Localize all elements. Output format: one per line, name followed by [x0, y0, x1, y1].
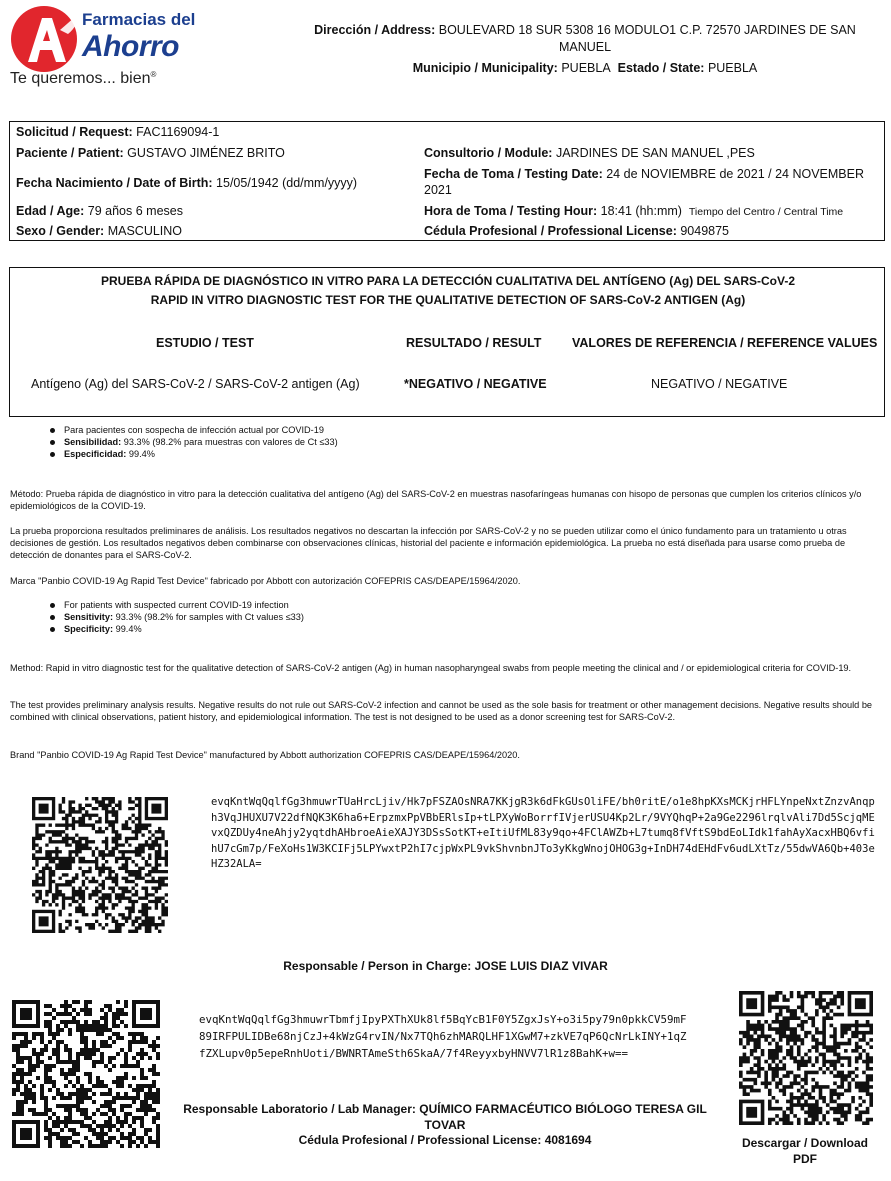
col-result-header: RESULTADO / RESULT: [406, 336, 542, 350]
list-item: Sensibilidad: 93.3% (98.2% para muestras con valores de Ct ≤33): [44, 436, 338, 448]
method-en: Method: Rapid in vitro diagnostic test for the qualitative detection of SARS-CoV-2 antigen (Ag) in human nasopharyngeal swabs from people meeting the clinical and / or epidemiological criteria for COVID-19.: [10, 663, 852, 673]
list-item: For patients with suspected current COVID-19 infection: [44, 599, 304, 611]
person-in-charge: Responsable / Person in Charge: JOSE LUIS DIAZ VIVAR: [283, 959, 608, 973]
download-qr-icon[interactable]: [739, 991, 873, 1125]
gender-field: Sexo / Gender: MASCULINO: [16, 224, 183, 238]
test-result-box: [9, 267, 885, 417]
notes-en-bullets: [44, 599, 304, 635]
notes-es-bullets: [44, 424, 338, 460]
municipality-value: PUEBLA: [561, 61, 611, 75]
list-item: Specificity: 99.4%: [44, 623, 304, 635]
signature1-qr-icon: [32, 797, 168, 933]
method-es: Método: Prueba rápida de diagnóstico in vitro para la detección cualitativa del antígeno (Ag) del SARS-CoV-2 en muestras nasofaríngeas humanas con hisopo de personas que cumplen los criterios clínicos y/o epidemiológicos de la COVID-19.: [10, 489, 862, 511]
reference-value: NEGATIVO / NEGATIVE: [651, 377, 788, 391]
brand-en: Brand "Panbio COVID-19 Ag Rapid Test Device" manufactured by Abbott authorization COFEPRIS CAS/DEAPE/15964/2020.: [10, 750, 520, 760]
list-item: Especificidad: 99.4%: [44, 448, 338, 460]
download-pdf-link[interactable]: Descargar / Download PDF: [741, 1136, 869, 1166]
address-line: [290, 22, 880, 56]
dob-field: Fecha Nacimiento / Date of Birth: 15/05/1942 (dd/mm/yyyy): [16, 176, 358, 190]
lab-manager-license: Cédula Profesional / Professional License: 4081694: [298, 1133, 592, 1147]
municipality-label: Municipio / Municipality:: [412, 61, 558, 75]
col-study-header: ESTUDIO / TEST: [156, 336, 254, 350]
address-label: Dirección / Address:: [314, 23, 436, 37]
test-title-en: RAPID IN VITRO DIAGNOSTIC TEST FOR THE QUALITATIVE DETECTION OF SARS-CoV-2 ANTIGEN (Ag): [150, 293, 746, 307]
col-reference-header: VALORES DE REFERENCIA / REFERENCE VALUES: [572, 336, 878, 350]
municipality-line: [290, 61, 880, 75]
study-value: Antígeno (Ag) del SARS-CoV-2 / SARS-CoV-2 antigen (Ag): [31, 377, 360, 391]
request-field: Solicitud / Request: FAC1169094-1: [16, 125, 220, 139]
signature2-qr-icon: [12, 1000, 160, 1148]
brand-line2: Ahorro: [82, 30, 179, 63]
list-item: Para pacientes con sospecha de infección actual por COVID-19: [44, 424, 338, 436]
signature1-code: evqKntWqQqlfGg3hmuwrTUaHrcLjiv/Hk7pFSZAOsNRA7KKjgR3k6dFkGUsOliFE/bh0ritE/o1e8hpKXsMCKjrHFLYnpeNxtZnzvAnqph3VqJHUXU7V22dfNQK3K6ha6+ErpzmxPpVBbERlsIp+tLPXyWoBorrfIVjerUSU4Kp2Lr/9VYQhqP+2a9Ge2296lrqlvAli7Dd5ScjqMEvxQZDUy4neAhjy2yqtdhAHbroeAieXAJY3DSsSotKT+eItiUfML83y9qo+4FClAWZb+L7tumq8fVftS9bdEoLIdk1fahAyXacxHBQ6vfihU7cGm7p/FeXoHs1W3KCIFj5LPYwxtP2hI7cjpWxPL9vkShvnbnJTo3yKkgWnojOHOG3g+InDH74dEHdFv6udLXtTz/55dwVA6Qb+403eHZ32ALA=: [211, 796, 875, 870]
test-title-es: PRUEBA RÁPIDA DE DIAGNÓSTICO IN VITRO PARA LA DETECCIÓN CUALITATIVA DEL ANTÍGENO (Ag) DEL SARS-CoV-2: [100, 274, 795, 288]
result-value: *NEGATIVO / NEGATIVE: [404, 377, 547, 391]
patient-field: Paciente / Patient: GUSTAVO JIMÉNEZ BRITO: [16, 146, 285, 160]
logo-a-icon: [8, 4, 88, 74]
list-item: Sensitivity: 93.3% (98.2% for samples with Ct values ≤33): [44, 611, 304, 623]
lab-manager: Responsable Laboratorio / Lab Manager: QUÍMICO FARMACÉUTICO BIÓLOGO TERESA GIL TOVAR: [183, 1102, 707, 1132]
age-field: Edad / Age: 79 años 6 meses: [16, 204, 183, 218]
brand-es: Marca "Panbio COVID-19 Ag Rapid Test Device" fabricado por Abbott con autorización COFEPRIS CAS/DEAPE/15964/2020.: [10, 576, 521, 586]
state-label: Estado / State:: [617, 61, 705, 75]
signature2-code: evqKntWqQqlfGg3hmuwrTbmfjIpyPXThXUk8lf5BqYcB1F0Y5ZgxJsY+o3i5py79n0pkkCV59mF89IRFPULIDBe68njCzJ+4kWzG4rvIN/Nx7TQh6zhMARQLHF1XGwM7+zkVE7qP6QcNrLkINY+1qZfZXLupv0p5epeRnhUoti/BWNRTAmeSth6SkaA/7f4ReyyxbyHNVV7lR1z8BahK+w==: [199, 1013, 687, 1060]
testing-date-field: Fecha de Toma / Testing Date: 24 de NOVIEMBRE de 2021 / 24 NOVEMBER 2021: [424, 167, 864, 197]
module-field: Consultorio / Module: JARDINES DE SAN MANUEL ,PES: [424, 146, 755, 160]
state-value: PUEBLA: [707, 61, 758, 75]
testing-hour-field: Hora de Toma / Testing Hour: 18:41 (hh:mm) Tiempo del Centro / Central Time: [424, 204, 844, 218]
brand-slogan: Te queremos... bien®: [10, 70, 157, 87]
brand-line1: Farmacias del: [82, 10, 196, 29]
prelim-en: The test provides preliminary analysis results. Negative results do not rule out SARS-CoV-2 infection and cannot be used as the sole basis for treatment or other management decisions. Negative results should be combined with clinical observations, patient history, and epidemiological information. The test is not designed to be used as a donor screening test for SARS-CoV-2.: [10, 700, 873, 722]
address-value: BOULEVARD 18 SUR 5308 16 MODULO1 C.P. 72570 JARDINES DE SAN MANUEL: [438, 23, 856, 54]
prelim-es: La prueba proporciona resultados preliminares de análisis. Los resultados negativos no descartan la infección por SARS-CoV-2 y no se pueden utilizar como el único fundamento para un tratamiento u otras decisiones de gestión. Los resultados negativos deben combinarse con observaciones clínicas, historial del paciente e información epidemiológica. La prueba no está diseñada para usarse como prueba de detección de donantes para el SARS-CoV-2.: [10, 526, 847, 560]
license-field: Cédula Profesional / Professional License: 9049875: [424, 224, 730, 238]
patient-info-box: [9, 121, 885, 241]
